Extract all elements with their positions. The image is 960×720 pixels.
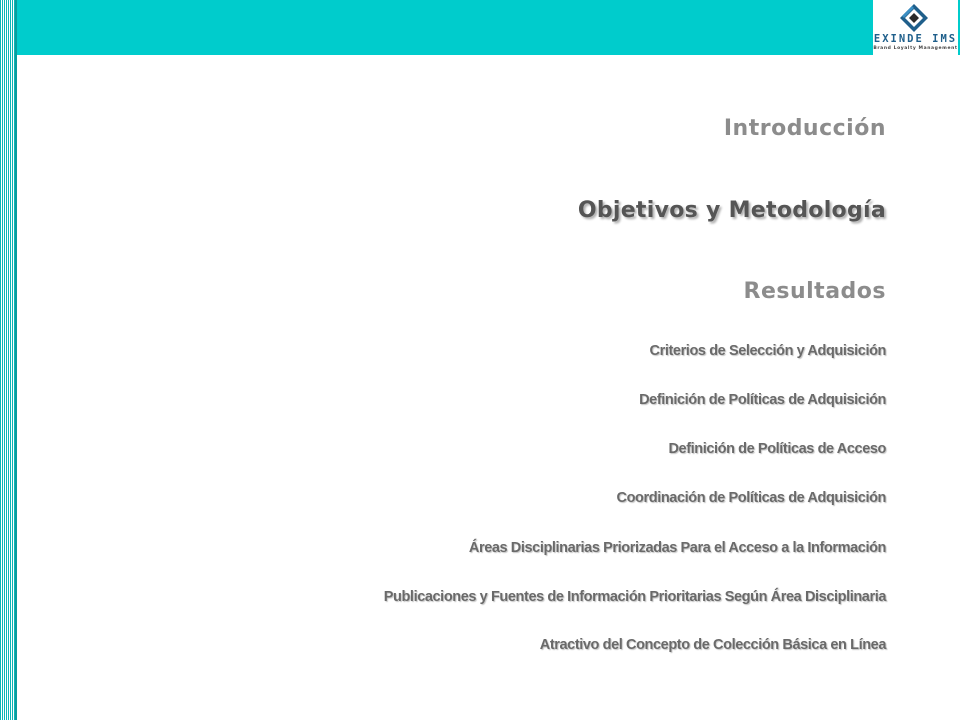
logo-tagline: Brand Loyalty Management	[873, 46, 958, 51]
results-item-publicaciones[interactable]: Publicaciones y Fuentes de Información Prioritarias Según Área Disciplinaria	[383, 589, 886, 605]
left-striped-border	[0, 0, 15, 720]
left-border-edge	[15, 0, 17, 720]
menu-item-objetivos-active[interactable]: Objetivos y Metodología	[577, 198, 886, 223]
results-item-areas-disciplinarias[interactable]: Áreas Disciplinarias Priorizadas Para el Acceso a la Información	[468, 540, 886, 556]
menu-item-resultados[interactable]: Resultados	[743, 279, 886, 304]
results-item-coordinacion[interactable]: Coordinación de Políticas de Adquisición	[616, 490, 886, 506]
top-banner	[17, 0, 960, 55]
results-item-coleccion-basica[interactable]: Atractivo del Concepto de Colección Básica en Línea	[539, 637, 886, 653]
results-item-criterios[interactable]: Criterios de Selección y Adquisición	[649, 343, 886, 359]
menu-item-introduccion[interactable]: Introducción	[723, 116, 886, 141]
results-item-politicas-acceso[interactable]: Definición de Políticas de Acceso	[668, 441, 886, 457]
logo-diamond-icon	[899, 3, 929, 33]
results-item-politicas-adquisicion[interactable]: Definición de Políticas de Adquisición	[639, 392, 886, 408]
logo-name: EXINDE IMS	[873, 33, 958, 45]
logo	[873, 0, 958, 55]
